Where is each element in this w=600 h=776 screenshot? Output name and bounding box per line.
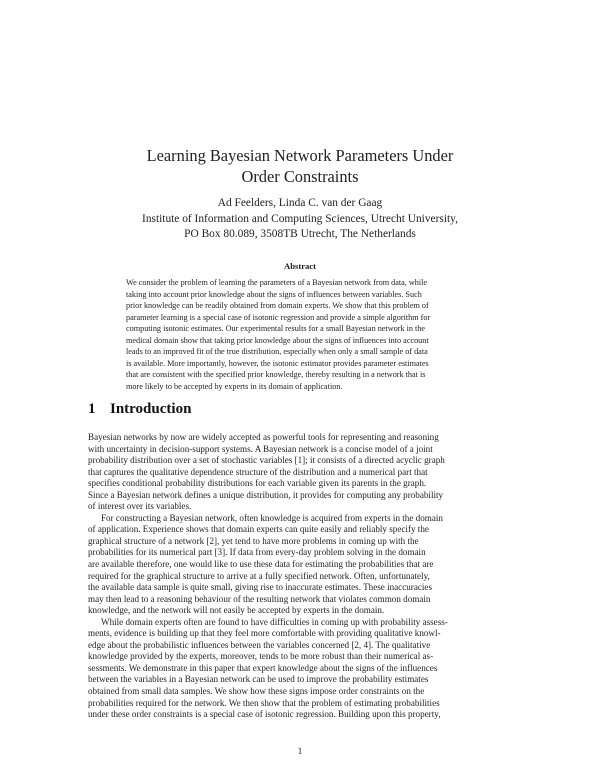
body-line: between the variables in a Bayesian network can be used to improve the probability estimates: [88, 674, 429, 685]
body-line: the available data sample is quite small, giving rise to inaccurate estimates. These inaccuracies: [88, 582, 433, 593]
body-line: probability distribution over a set of stochastic variables [1]; it consists of a directed acyclic graph: [88, 455, 445, 466]
body-line: are available therefore, one would like to use these data for estimating the probabilities that are: [88, 559, 434, 570]
body-line: Bayesian networks by now are widely accepted as powerful tools for representing and reasoning: [88, 432, 439, 442]
body-line: probabilities required for the network. We then show that the problem of estimating probabilities: [88, 697, 440, 708]
author-affiliation: Institute of Information and Computing Sciences, Utrecht University,: [142, 212, 458, 225]
abstract-line: leads to an improved fit of the true distribution, especially when only a small sample of data: [126, 347, 428, 356]
title-line: Learning Bayesian Network Parameters Under: [146, 146, 454, 165]
body-line: specifies conditional probability distributions for each variable given its parents in the graph.: [88, 478, 427, 489]
author-address: PO Box 80.089, 3508TB Utrecht, The Netherlands: [184, 228, 416, 240]
abstract-line: is available. More importantly, however, the isotonic estimator provides parameter estimates: [126, 358, 429, 368]
body-line: ments, evidence is building up that they feel more comfortable with providing qualitative knowl-: [88, 628, 441, 639]
abstract-heading: Abstract: [284, 261, 316, 271]
paper-title: [60, 145, 540, 187]
abstract-line: more likely to be accepted by experts in its domain of application.: [126, 381, 343, 391]
body-line: graphical structure of a network [2], yet tend to have more problems in coming up with the: [88, 535, 419, 546]
section-number: 1: [88, 401, 96, 417]
body-line: knowledge provided by the experts, moreover, tends to be more robust than their numerical as-: [88, 651, 434, 662]
body-line: under these order constraints is a special case of isotonic regression. Building upon this property,: [88, 709, 441, 720]
body-line: with uncertainty in decision-support systems. A Bayesian network is a concise model of a joint: [88, 443, 433, 454]
body-line: required for the graphical structure to arrive at a fully specified network. Often, unfortunately,: [88, 570, 430, 581]
body-line: knowledge, and the network will not easily be accepted by experts in the domain.: [88, 605, 385, 616]
title-line: Order Constraints: [241, 167, 359, 186]
body-line: of interest over its variables.: [88, 501, 192, 512]
abstract-line: We consider the problem of learning the parameters of a Bayesian network from data, while: [126, 278, 428, 287]
body-line: sessments. We demonstrate in this paper that expert knowledge about the signs of the influences: [88, 662, 438, 673]
abstract-line: prior knowledge can be readily obtained from domain experts. We show that this problem of: [126, 301, 429, 310]
body-line: obtained from small data samples. We show how these signs impose order constraints on the: [88, 686, 425, 697]
author-block: [60, 196, 540, 243]
abstract-line: computing isotonic estimates. Our experimental results for a small Bayesian network in the: [126, 324, 425, 333]
section-title: Introduction: [110, 401, 192, 417]
body-line: For constructing a Bayesian network, often knowledge is acquired from experts in the domain: [101, 512, 443, 523]
body-line: While domain experts often are found to have difficulties in coming up with probability assess-: [101, 616, 448, 627]
abstract-line: that are consistent with the specified prior knowledge, thereby resulting in a network that is: [126, 370, 426, 379]
body-line: that captures the qualitative dependence structure of the distribution and a numerical part that: [88, 466, 428, 477]
page-number: 1: [297, 746, 303, 756]
body-line: probabilities for its numerical part [3]. If data from every-day problem solving in the domain: [88, 547, 426, 558]
abstract-line: taking into account prior knowledge about the signs of influences between variables. Such: [126, 289, 422, 299]
body-line: edge about the probabilistic influences between the variables concerned [2, 4]. The qualitative: [88, 639, 431, 650]
section-body: [88, 432, 512, 721]
body-line: Since a Bayesian network defines a unique distribution, it provides for computing any probability: [88, 489, 444, 500]
abstract-line: parameter learning is a special case of isotonic regression and provide a simple algorithm for: [126, 312, 431, 322]
body-line: may then lead to a reasoning behaviour of the resulting network that violates common domain: [88, 593, 431, 604]
body-line: of application. Experience shows that domain experts can quite easily and reliably specify the: [88, 524, 429, 535]
abstract-line: medical domain show that taking prior knowledge about the signs of influences into account: [126, 335, 429, 345]
abstract-body: [126, 277, 478, 392]
author-names: Ad Feelders, Linda C. van der Gaag: [217, 197, 383, 209]
section-heading: [88, 401, 191, 418]
